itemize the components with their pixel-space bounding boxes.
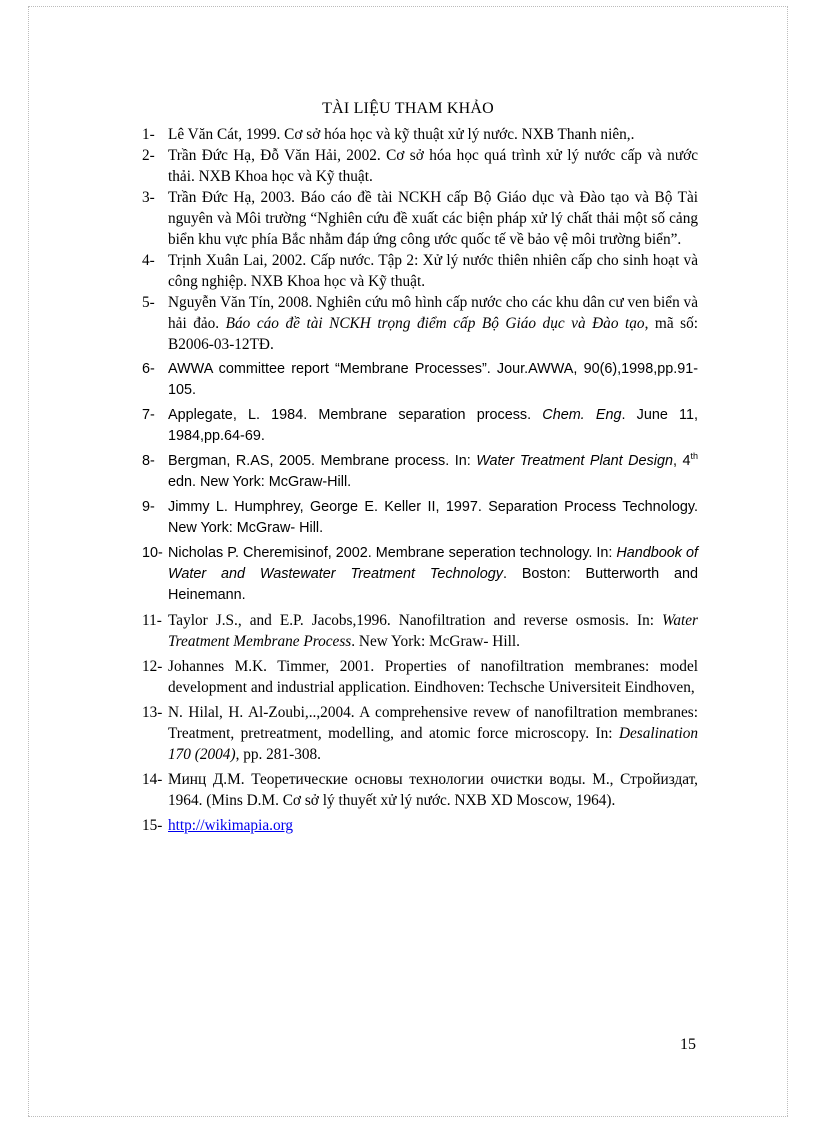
reference-text: Trịnh Xuân Lai, 2002. Cấp nước. Tập 2: Xử lý nước thiên nhiên cấp cho sinh hoạt và công nghiệp. NXB Khoa học và Kỹ thuật. bbox=[168, 252, 698, 290]
reference-text: Johannes M.K. Timmer, 2001. Properties of nanofiltration membranes: model development and industrial application. Eindhoven: Techsche Universiteit Eindhoven, bbox=[168, 658, 698, 696]
reference-item bbox=[138, 656, 698, 698]
reference-number: 6- bbox=[142, 361, 155, 377]
reference-text: AWWA committee report “Membrane Processes”. Jour.AWWA, 90(6),1998,pp.91-105. bbox=[168, 361, 698, 398]
reference-number: 8- bbox=[142, 453, 155, 469]
reference-number: 5- bbox=[142, 294, 155, 311]
reference-text: , pp. 281-308. bbox=[235, 746, 321, 763]
reference-number: 13- bbox=[142, 704, 163, 721]
reference-title-italic: Handbook of Water and Wastewater Treatment Technology bbox=[168, 545, 699, 582]
reference-text: Nicholas P. Cheremisinof, 2002. Membrane seperation technology. In: bbox=[168, 545, 617, 561]
reference-number: 15- bbox=[142, 817, 163, 834]
reference-item bbox=[138, 145, 698, 187]
reference-number: 9- bbox=[142, 499, 155, 515]
reference-text: Applegate, L. 1984. Membrane separation process. bbox=[168, 407, 543, 423]
reference-number: 4- bbox=[142, 252, 155, 269]
reference-text: , mã số: B2006-03-12TĐ. bbox=[168, 315, 698, 353]
reference-item bbox=[138, 543, 698, 606]
reference-text: Lê Văn Cát, 1999. Cơ sở hóa học và kỹ thuật xử lý nước. NXB Thanh niên,. bbox=[168, 126, 635, 143]
reference-text: . Boston: Butterworth and Heinemann. bbox=[168, 566, 698, 603]
reference-item bbox=[138, 451, 698, 493]
reference-text: Trần Đức Hạ, 2003. Báo cáo đề tài NCKH cấp Bộ Giáo dục và Đào tạo và Bộ Tài nguyên và Môi trường “Nghiên cứu đề xuất các biện pháp xử lý chất thải một số cảng biển khu vực phía Bắc nhằm đáp ứng công ước quốc tế về bảo vệ môi trường biển”. bbox=[168, 189, 698, 248]
reference-item bbox=[138, 497, 698, 539]
reference-text: N. Hilal, H. Al-Zoubi,..,2004. A comprehensive revew of nanofiltration membranes: Treatment, pretreatment, modelling, and atomic force microscopy. In: bbox=[168, 704, 698, 742]
reference-item bbox=[138, 405, 698, 447]
reference-text: . June 11, 1984,pp.64-69. bbox=[168, 407, 698, 444]
reference-number: 14- bbox=[142, 771, 163, 788]
reference-number: 7- bbox=[142, 407, 155, 423]
reference-text: Nguyễn Văn Tín, 2008. Nghiên cứu mô hình cấp nước cho các khu dân cư ven biển và hải đảo. bbox=[168, 294, 698, 332]
page-border-bottom bbox=[28, 1116, 788, 1117]
reference-text: , 4 bbox=[672, 453, 691, 469]
reference-text: edn. New York: McGraw-Hill. bbox=[168, 474, 352, 490]
reference-item bbox=[138, 187, 698, 250]
reference-number: 12- bbox=[142, 658, 163, 675]
reference-item bbox=[138, 815, 698, 836]
reference-title-italic: Water Treatment Plant Design bbox=[476, 453, 673, 469]
page-border-left bbox=[28, 6, 29, 1116]
reference-title-italic: Báo cáo đề tài NCKH trọng điểm cấp Bộ Giáo dục và Đào tạo bbox=[225, 315, 645, 332]
reference-item bbox=[138, 702, 698, 765]
page-border-right bbox=[787, 6, 788, 1116]
reference-title-italic: Water Treatment Membrane Process bbox=[168, 612, 698, 650]
reference-item bbox=[138, 610, 698, 652]
reference-item bbox=[138, 292, 698, 355]
reference-text: . New York: McGraw- Hill. bbox=[351, 633, 520, 650]
reference-number: 11- bbox=[142, 612, 162, 629]
reference-item bbox=[138, 359, 698, 401]
reference-link[interactable]: http://wikimapia.org bbox=[168, 817, 294, 834]
page-number: 15 bbox=[680, 1036, 696, 1053]
reference-text: Jimmy L. Humphrey, George E. Keller II, 1997. Separation Process Technology. New York: McGraw- Hill. bbox=[168, 499, 698, 536]
reference-item bbox=[138, 769, 698, 811]
reference-number: 10- bbox=[142, 545, 163, 561]
reference-item bbox=[138, 124, 698, 145]
page-title: TÀI LIỆU THAM KHẢO bbox=[322, 100, 494, 117]
reference-text: Trần Đức Hạ, Đỗ Văn Hải, 2002. Cơ sở hóa học quá trình xử lý nước cấp và nước thải. NXB Khoa học và Kỹ thuật. bbox=[168, 147, 698, 185]
reference-list bbox=[138, 124, 698, 836]
reference-item bbox=[138, 250, 698, 292]
reference-text: Taylor J.S., and E.P. Jacobs,1996. Nanofiltration and reverse osmosis. In: bbox=[168, 612, 663, 629]
reference-number: 3- bbox=[142, 189, 155, 206]
reference-number: 2- bbox=[142, 147, 155, 164]
page-border-top bbox=[28, 6, 788, 7]
reference-title-italic: Desalination 170 (2004) bbox=[168, 725, 698, 763]
reference-title-italic: Chem. Eng bbox=[542, 407, 622, 423]
reference-text: Минц Д.М. Теоретические основы технологии очистки воды. М., Стройиздат, 1964. (Mins D.M. Cơ sở lý thuyết xử lý nước. NXB XD Moscow, 1964). bbox=[168, 771, 698, 809]
reference-text: Bergman, R.AS, 2005. Membrane process. In: bbox=[168, 453, 477, 469]
superscript-text: th bbox=[690, 451, 698, 462]
reference-number: 1- bbox=[142, 126, 155, 143]
